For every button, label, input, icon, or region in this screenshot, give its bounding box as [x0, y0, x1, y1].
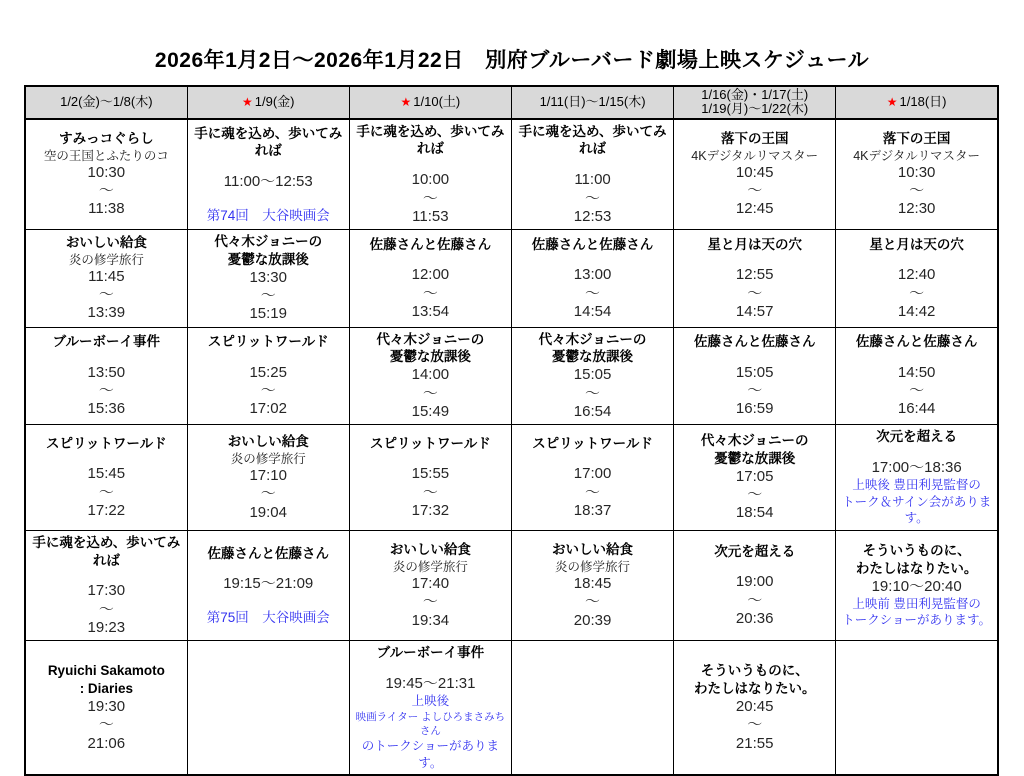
column-header: [25, 86, 187, 119]
star-icon: ★: [886, 95, 898, 110]
showtime: 12:30: [897, 200, 936, 218]
table-row: [25, 119, 998, 230]
showtime: 19:15～21:09: [223, 575, 314, 593]
showtime: 19:00: [735, 573, 774, 591]
showtime: 21:06: [87, 734, 126, 752]
schedule-cell: [836, 327, 998, 425]
showtime: 11:53: [412, 207, 449, 225]
schedule-cell: [187, 119, 349, 230]
showtime: 14:54: [573, 302, 612, 320]
showtime: ～: [585, 284, 601, 302]
showtime: 17:10: [249, 466, 287, 484]
showtime: ～: [747, 284, 763, 302]
showtime: 13:50: [87, 363, 126, 381]
showtime: ～: [98, 286, 114, 304]
showtime: ～: [98, 600, 114, 618]
showtime: 15:25: [249, 363, 287, 381]
showtime: 19:34: [411, 611, 450, 629]
showtime: 19:45～21:31: [385, 675, 476, 693]
showtime: 17:40: [411, 574, 450, 592]
film-title: ブルーボーイ事件: [376, 645, 485, 661]
showtime: ～: [585, 593, 601, 611]
film-title: 佐藤さんと佐藤さん: [693, 334, 816, 350]
showtime: ～: [909, 182, 925, 200]
film-title: 手に魂を込め、歩いてみれば: [356, 123, 505, 157]
schedule-body: [25, 119, 998, 776]
showtime: 18:54: [735, 504, 774, 522]
film-title: ブルーボーイ事件: [52, 334, 161, 350]
showtime: ～: [585, 483, 601, 501]
showtime: ～: [98, 716, 114, 734]
showtime: ～: [747, 382, 763, 400]
showtime: 10:45: [735, 163, 774, 181]
column-header-label: 1/19(月)～1/22(木): [701, 101, 809, 117]
showtime: 13:54: [411, 302, 450, 320]
star-icon: ★: [400, 95, 412, 110]
note-link: 上映後: [411, 694, 450, 709]
schedule-cell: [511, 530, 673, 641]
schedule-cell: [349, 119, 511, 230]
showtime: ～: [747, 591, 763, 609]
film-title: 憂鬱な放課後: [714, 451, 796, 466]
schedule-cell: [25, 530, 187, 641]
showtime: 10:30: [87, 163, 126, 181]
showtime: 12:53: [573, 207, 612, 225]
showtime: 16:59: [735, 400, 774, 418]
schedule-cell: [836, 530, 998, 641]
film-title: おいしい給食: [552, 542, 634, 558]
showtime: 15:05: [735, 363, 774, 381]
film-title: 星と月は天の穴: [707, 236, 802, 252]
schedule-cell: [674, 327, 836, 425]
showtime: 18:37: [573, 502, 612, 519]
film-subtitle: 空の王国とふたりのコ: [43, 148, 169, 163]
showtime: ～: [422, 284, 438, 302]
showtime: 11:38: [88, 200, 125, 218]
showtime: 12:45: [735, 200, 774, 218]
schedule-cell: [349, 641, 511, 775]
column-header-label: 1/16(金)・1/17(土): [701, 87, 809, 102]
film-title: Ryuichi Sakamoto: [47, 663, 165, 679]
schedule-table: [24, 85, 999, 776]
showtime: 17:05: [735, 467, 774, 485]
showtime: 10:30: [897, 163, 936, 181]
schedule-cell: [187, 530, 349, 641]
film-title: 佐藤さんと佐藤さん: [369, 236, 492, 252]
film-title: 憂鬱な放課後: [227, 251, 309, 267]
showtime: ～: [422, 593, 438, 611]
showtime: 11:45: [88, 267, 125, 285]
showtime: ～: [747, 182, 763, 200]
showtime: ～: [422, 483, 438, 501]
star-icon: ★: [241, 95, 253, 110]
schedule-cell: [511, 641, 673, 775]
schedule-cell: [674, 530, 836, 641]
film-title: 憂鬱な放課後: [389, 349, 471, 365]
film-title: 落下の王国: [882, 131, 951, 146]
schedule-cell: [25, 119, 187, 230]
film-subtitle: 炎の修学旅行: [68, 252, 144, 267]
film-title: 落下の王国: [720, 131, 789, 146]
film-title: 代々木ジョニーの: [376, 331, 485, 347]
showtime: 20:45: [735, 698, 774, 716]
film-title: おいしい給食: [389, 542, 471, 558]
schedule-cell: [674, 641, 836, 775]
column-header-label: ★ 1/10(土): [400, 94, 461, 110]
showtime: ～: [585, 189, 601, 207]
showtime: ～: [909, 382, 925, 400]
column-header-label: 1/2(金)～1/8(木): [60, 94, 153, 110]
showtime: 14:50: [897, 363, 936, 381]
film-title: 代々木ジョニーの: [538, 331, 647, 347]
showtime: 17:00～18:36: [871, 458, 962, 476]
schedule-cell: [25, 327, 187, 425]
event-link[interactable]: 第75回 大谷映画会: [206, 609, 330, 625]
showtime: 16:54: [573, 402, 612, 420]
showtime: 15:45: [87, 465, 126, 483]
showtime: 20:36: [735, 610, 774, 628]
note-link: 上映後 豊田利晃監督の: [852, 478, 981, 493]
showtime: ～: [747, 716, 763, 734]
showtime: 12:00: [411, 266, 450, 284]
showtime: 14:42: [897, 302, 936, 320]
film-title: 次元を超える: [876, 429, 958, 445]
film-title: 憂鬱な放課後: [552, 349, 634, 365]
column-header: [511, 86, 673, 119]
column-header-label: 1/11(日)～1/15(木): [539, 94, 646, 110]
schedule-cell: [25, 230, 187, 328]
schedule-cell: [674, 425, 836, 531]
schedule-cell: [674, 119, 836, 230]
film-title: すみっコぐらし: [59, 131, 154, 146]
showtime: 13:39: [87, 304, 126, 322]
column-header-label: ★ 1/18(日): [886, 94, 947, 110]
column-header: [349, 86, 511, 119]
film-subtitle: 炎の修学旅行: [392, 559, 468, 574]
showtime: 13:30: [249, 268, 287, 286]
page-title: 2026年1月2日～2026年1月22日 別府ブルーバード劇場上映スケジュール: [154, 49, 870, 72]
schedule-cell: [25, 641, 187, 775]
film-title: スピリットワールド: [370, 435, 491, 451]
film-title: スピリットワールド: [207, 334, 329, 350]
showtime: 15:36: [87, 400, 126, 418]
film-title: そういうものに、: [700, 663, 809, 679]
table-row: [25, 530, 998, 641]
showtime: 12:40: [897, 266, 936, 284]
schedule-cell: [187, 641, 349, 775]
schedule-cell: [25, 425, 187, 531]
showtime: 14:00: [411, 366, 450, 384]
film-subtitle: 4Kデジタルリマスター: [691, 148, 819, 163]
showtime: ～: [260, 382, 276, 400]
film-title: 次元を超える: [714, 543, 796, 559]
column-header: [836, 86, 998, 119]
showtime: 13:00: [573, 266, 612, 284]
showtime: 17:30: [87, 582, 126, 600]
showtime: 12:55: [735, 266, 774, 284]
note-link-small: 映画ライター よしひろまさみちさん: [355, 710, 506, 738]
schedule-cell: [511, 327, 673, 425]
schedule-cell: [836, 230, 998, 328]
showtime: 19:23: [87, 618, 126, 636]
showtime: ～: [422, 384, 438, 402]
column-header-label: ★ 1/9(金): [241, 94, 295, 110]
showtime: ～: [747, 486, 763, 504]
schedule-cell: [349, 230, 511, 328]
showtime: 16:44: [897, 400, 936, 418]
column-header: [187, 86, 349, 119]
showtime: 17:00: [573, 465, 612, 483]
schedule-cell: [187, 327, 349, 425]
showtime: 10:00: [411, 171, 450, 189]
film-title: わたしはなりたい。: [693, 681, 816, 697]
schedule-header-row: [25, 86, 998, 119]
schedule-cell: [187, 230, 349, 328]
film-title: 代々木ジョニーの: [700, 433, 809, 449]
schedule-cell: [349, 530, 511, 641]
showtime: 15:55: [411, 465, 450, 483]
film-subtitle: 4Kデジタルリマスター: [853, 148, 981, 163]
showtime: 15:49: [411, 402, 450, 420]
table-row: [25, 425, 998, 531]
showtime: ～: [98, 182, 114, 200]
showtime: 17:32: [411, 502, 450, 519]
film-title: スピリットワールド: [532, 435, 653, 451]
table-row: [25, 641, 998, 775]
column-header: [674, 86, 836, 119]
schedule-cell: [349, 327, 511, 425]
film-title: 佐藤さんと佐藤さん: [531, 236, 654, 252]
table-row: [25, 230, 998, 328]
table-row: [25, 327, 998, 425]
film-title: 代々木ジョニーの: [214, 234, 323, 250]
film-title: 手に魂を込め、歩いてみれば: [32, 534, 181, 568]
showtime: ～: [909, 284, 925, 302]
film-title: おいしい給食: [227, 434, 309, 450]
film-title: そういうものに、: [862, 543, 971, 559]
showtime: 17:22: [87, 502, 126, 519]
showtime: 15:19: [249, 305, 287, 323]
showtime: 18:45: [573, 574, 612, 592]
showtime: 21:55: [735, 734, 774, 752]
showtime: ～: [260, 485, 276, 503]
showtime: 15:05: [573, 366, 612, 384]
schedule-cell: [836, 425, 998, 531]
schedule-cell: [349, 425, 511, 531]
film-title: おいしい給食: [65, 235, 147, 251]
schedule-cell: [511, 425, 673, 531]
note-link: 上映前 豊田利晃監督の: [852, 596, 981, 611]
showtime: 11:00: [574, 171, 611, 189]
film-title: 星と月は天の穴: [869, 236, 964, 252]
film-title: 佐藤さんと佐藤さん: [855, 334, 978, 350]
note-link: トーク＆サイン会があります。: [842, 494, 992, 526]
showtime: 19:10～20:40: [871, 577, 962, 595]
showtime: 14:57: [735, 302, 774, 320]
showtime: ～: [98, 382, 114, 400]
schedule-cell: [187, 425, 349, 531]
film-title: 手に魂を込め、歩いてみれば: [518, 123, 667, 157]
showtime: 17:02: [249, 400, 287, 418]
film-title: 手に魂を込め、歩いてみれば: [194, 125, 343, 159]
note-link: のトークショーがあります。: [361, 739, 500, 770]
showtime: ～: [585, 384, 601, 402]
film-title: 佐藤さんと佐藤さん: [207, 545, 329, 561]
film-title: スピリットワールド: [45, 435, 167, 451]
schedule-cell: [674, 230, 836, 328]
film-subtitle: 炎の修学旅行: [555, 559, 631, 574]
schedule-cell: [836, 641, 998, 775]
schedule-cell: [511, 230, 673, 328]
schedule-cell: [511, 119, 673, 230]
film-subtitle: 炎の修学旅行: [230, 451, 306, 466]
showtime: 19:04: [249, 503, 287, 521]
film-title: わたしはなりたい。: [855, 560, 978, 576]
showtime: 11:00～12:53: [223, 173, 313, 191]
showtime: ～: [422, 189, 438, 207]
showtime: ～: [260, 287, 276, 305]
note-link: トークショーがあります。: [842, 613, 992, 628]
film-title: : Diaries: [79, 681, 133, 697]
showtime: 19:30: [87, 698, 126, 716]
event-link[interactable]: 第74回 大谷映画会: [206, 207, 330, 223]
schedule-cell: [836, 119, 998, 230]
showtime: 20:39: [573, 611, 612, 629]
showtime: ～: [98, 483, 114, 501]
